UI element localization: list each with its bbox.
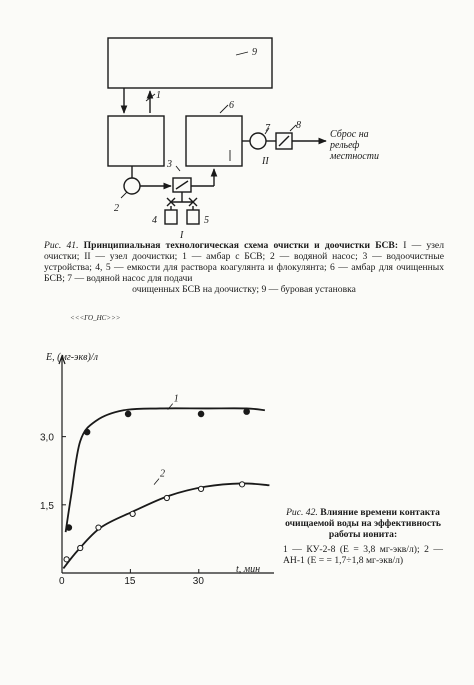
faded-stamp: <<<ГО_НС>>> [70, 314, 121, 322]
figure42-title: Влияние времени контакта очищаемой воды на эффективность работы ионита: [285, 507, 441, 540]
series-1-label: 1 [173, 393, 179, 405]
series-2-point [198, 486, 203, 491]
discharge-label-line2: рельеф [330, 140, 360, 151]
label-9: 9 [252, 47, 257, 58]
figure42-heading [283, 507, 443, 540]
figure41-title: Принципиальная технологическая схема очистки и доочистки БСВ: [83, 240, 399, 251]
figure41-last-line: очищенных БСВ на доочистку; 9 — буровая установка [132, 284, 356, 295]
figure41-body: I — узел очистки; II — узел доочистки; 1 — амбар с БСВ; 2 — водяной насос; 3 — водоочистные устройства; 4, 5 — емкости для раствора коагулянта и флокулянта; 6 — амбар для очищенных БСВ; 7 — водяной насос для подачи [44, 240, 444, 284]
series-1-point [125, 411, 131, 417]
series-2-point [164, 495, 169, 500]
series-2-point [64, 557, 69, 562]
x-axis-label: t, мин [236, 564, 261, 575]
label-3: 3 [167, 159, 172, 170]
y-axis-label: E, (мг-экв)/л [46, 352, 98, 363]
series-1-point [244, 409, 250, 415]
series-2-leader [154, 479, 159, 485]
label-7: 7 [265, 123, 270, 134]
series-2-point [239, 482, 244, 487]
series-2-point [78, 545, 83, 550]
label-4: 4 [152, 215, 157, 226]
y-tick-label: 1,5 [40, 500, 54, 512]
label-2: 2 [114, 203, 119, 214]
x-tick-label: 0 [59, 576, 65, 587]
label-6: 6 [229, 100, 234, 111]
label-8: 8 [296, 120, 301, 131]
x-tick-label: 15 [124, 576, 136, 587]
series-2-label: 2 [160, 468, 166, 480]
label-roman-I: I [180, 230, 184, 240]
figure42-caption [283, 507, 443, 566]
y-tick-label: 3,0 [40, 432, 54, 444]
series-1-point [198, 411, 204, 417]
discharge-label-line1: Сброс на [330, 129, 369, 140]
figure41-label: Рис. 41. [44, 240, 79, 251]
label-1: 1 [156, 90, 161, 101]
discharge-label-line3: местности [330, 151, 379, 162]
series-1-point [84, 429, 90, 435]
label-5: 5 [204, 215, 209, 226]
series-2-point [130, 511, 135, 516]
label-roman-II: II [262, 156, 269, 167]
figure42-label: Рис. 42. [286, 507, 318, 518]
figure42-legend: 1 — КУ-2-8 (E = 3,8 мг-экв/л); 2 — АН-1 (E = = 1,7÷1,8 мг-экв/л) [283, 544, 443, 566]
series-1-point [66, 525, 72, 531]
series-1-line [66, 408, 265, 532]
series-2-point [96, 525, 101, 530]
x-tick-label: 30 [192, 576, 204, 587]
